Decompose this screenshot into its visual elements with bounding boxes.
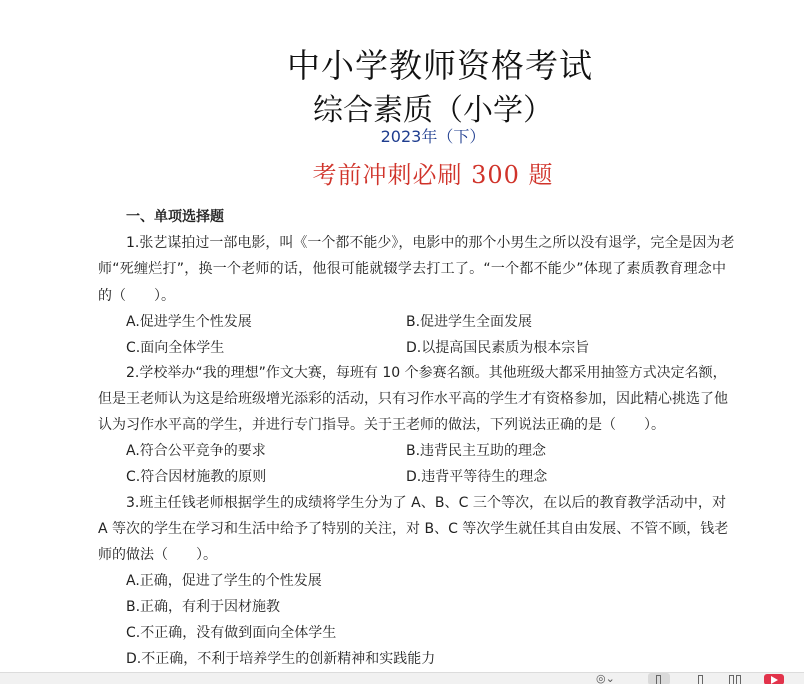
- single-page-icon: [698, 675, 703, 684]
- question-1-line-2: 师“死缠烂打”，换一个老师的话，他很可能就辍学去打工了。“一个都不能少”体现了素质教育理念中: [98, 261, 726, 277]
- document-title: 中小学教师资格考试: [287, 46, 593, 85]
- question-3-option-a: A.正确，促进了学生的个性发展: [126, 573, 322, 589]
- page-layout-icon: [656, 675, 661, 684]
- two-page-icon-right: [736, 675, 741, 684]
- play-icon[interactable]: [764, 674, 784, 684]
- question-1-option-a: A.促进学生个性发展: [126, 314, 252, 330]
- question-3-option-b: B.正确，有利于因材施教: [126, 599, 281, 615]
- document-year: 2023年（下）: [380, 127, 486, 146]
- question-2-line-2: 但是王老师认为这是给班级增光添彩的活动，只有习作水平高的学生才有资格参加，因此精心挑选了他: [98, 391, 728, 407]
- question-2-option-a: A.符合公平竞争的要求: [126, 443, 266, 459]
- question-1-line-3: 的（ ）。: [98, 288, 175, 304]
- two-page-button[interactable]: [724, 673, 746, 684]
- single-page-button[interactable]: [690, 673, 712, 684]
- question-3-option-d: D.不正确，不利于培养学生的创新精神和实践能力: [126, 651, 436, 667]
- document-subtitle: 综合素质（小学）: [313, 93, 553, 128]
- question-2-option-c: C.符合因材施教的原则: [126, 469, 267, 485]
- question-2-option-d: D.违背平等待生的理念: [406, 469, 548, 485]
- question-2-option-b: B.违背民主互助的理念: [406, 443, 547, 459]
- question-1-option-d: D.以提高国民素质为根本宗旨: [406, 340, 590, 356]
- question-1-option-b: B.促进学生全面发展: [406, 314, 533, 330]
- question-3-option-c: C.不正确，没有做到面向全体学生: [126, 625, 337, 641]
- status-bar: [0, 672, 804, 684]
- question-3-line-1: 3.班主任钱老师根据学生的成绩将学生分为了 A、B、C 三个等次，在以后的教育教学活动中，对: [126, 495, 726, 511]
- question-1-option-c: C.面向全体学生: [126, 340, 225, 356]
- two-page-icon-left: [729, 675, 734, 684]
- reading-mode-icon[interactable]: ◎⌄: [596, 672, 615, 684]
- page-layout-button[interactable]: [648, 673, 670, 684]
- question-2-line-1: 2.学校举办“我的理想”作文大赛，每班有 10 个参赛名额。其他班级大都采用抽签方式决定名额，: [126, 365, 727, 381]
- question-1-line-1: 1.张艺谋拍过一部电影，叫《一个都不能少》，电影中的那个小男生之所以没有退学，完全是因为老: [126, 235, 735, 251]
- section-heading: 一、单项选择题: [126, 209, 224, 225]
- question-3-line-2: A 等次的学生在学习和生活中给予了特别的关注，对 B、C 等次学生就任其自由发展、不管不顾，钱老: [98, 521, 729, 537]
- question-3-line-3: 师的做法（ ）。: [98, 547, 217, 563]
- question-2-line-3: 认为习作水平高的学生，并进行专门指导。关于王老师的做法，下列说法正确的是（ ）。: [98, 417, 665, 433]
- document-headline: 考前冲刺必刷 300 题: [312, 161, 554, 189]
